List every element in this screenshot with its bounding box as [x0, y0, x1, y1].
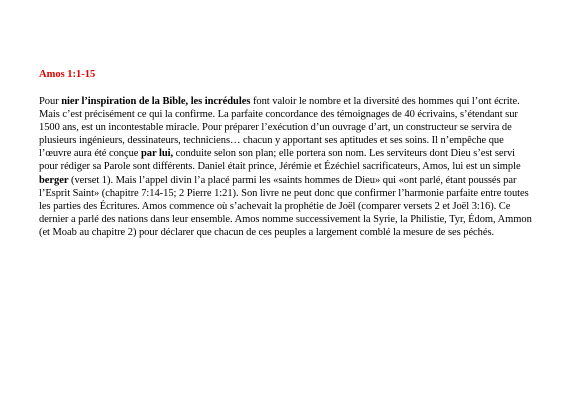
emphasis-run: nier l’inspiration de la Bible, les incrédules: [61, 96, 251, 107]
text-run: (verset 1). Mais l’appel divin l’a placé parmi les «saints hommes de Dieu» qui «ont parlé, étant poussés par l’Esprit Saint» (chapitre 7:14-15; 2 Pierre 1:21). Son livre ne peut donc que confirmer l’harmonie parfaite entre toutes les parties des Écritures. Amos commence où s’achevait la prophétie de Joël (comparer versets 2 et Joël 3:16). Ce dernier a parlé des nations dans leur ensemble. Amos nomme successivement la Syrie, la Philistie, Tyr, Édom, Ammon (et Moab au chapitre 2) pour déclarer que chacun de ces peuples a largement comblé la mesure de ses péchés.: [39, 174, 532, 238]
text-run: Pour: [39, 96, 62, 107]
emphasis-run: berger: [39, 174, 69, 186]
text-run: font valoir le nombre et la diversité des hommes qui l’ont écrite. Mais c’est précisément ce qui la confirme. La parfaite concordance des témoignages de 40 écrivains, s’étendant sur 1500 ans, est un incontestable miracle. Pour préparer l’exécution d’un ouvrage d’art, un constructeur se servira de plusieurs ingénieurs, dessinateurs, techniciens… chacun y apportant ses aptitudes et ses soins. Il n’empêche que l’œuvre aura été conçue: [39, 96, 520, 160]
passage-heading: Amos 1:1-15: [39, 69, 96, 80]
commentary-paragraph: [39, 95, 533, 239]
text-run: conduite selon son plan; elle portera son nom. Les serviteurs dont Dieu s’est servi pour rédiger sa Parole sont différents. Daniel était prince, Jérémie et Ézéchiel sacrificateurs, Amos, lui est un simple: [39, 148, 521, 173]
emphasis-run: par lui,: [141, 148, 174, 160]
